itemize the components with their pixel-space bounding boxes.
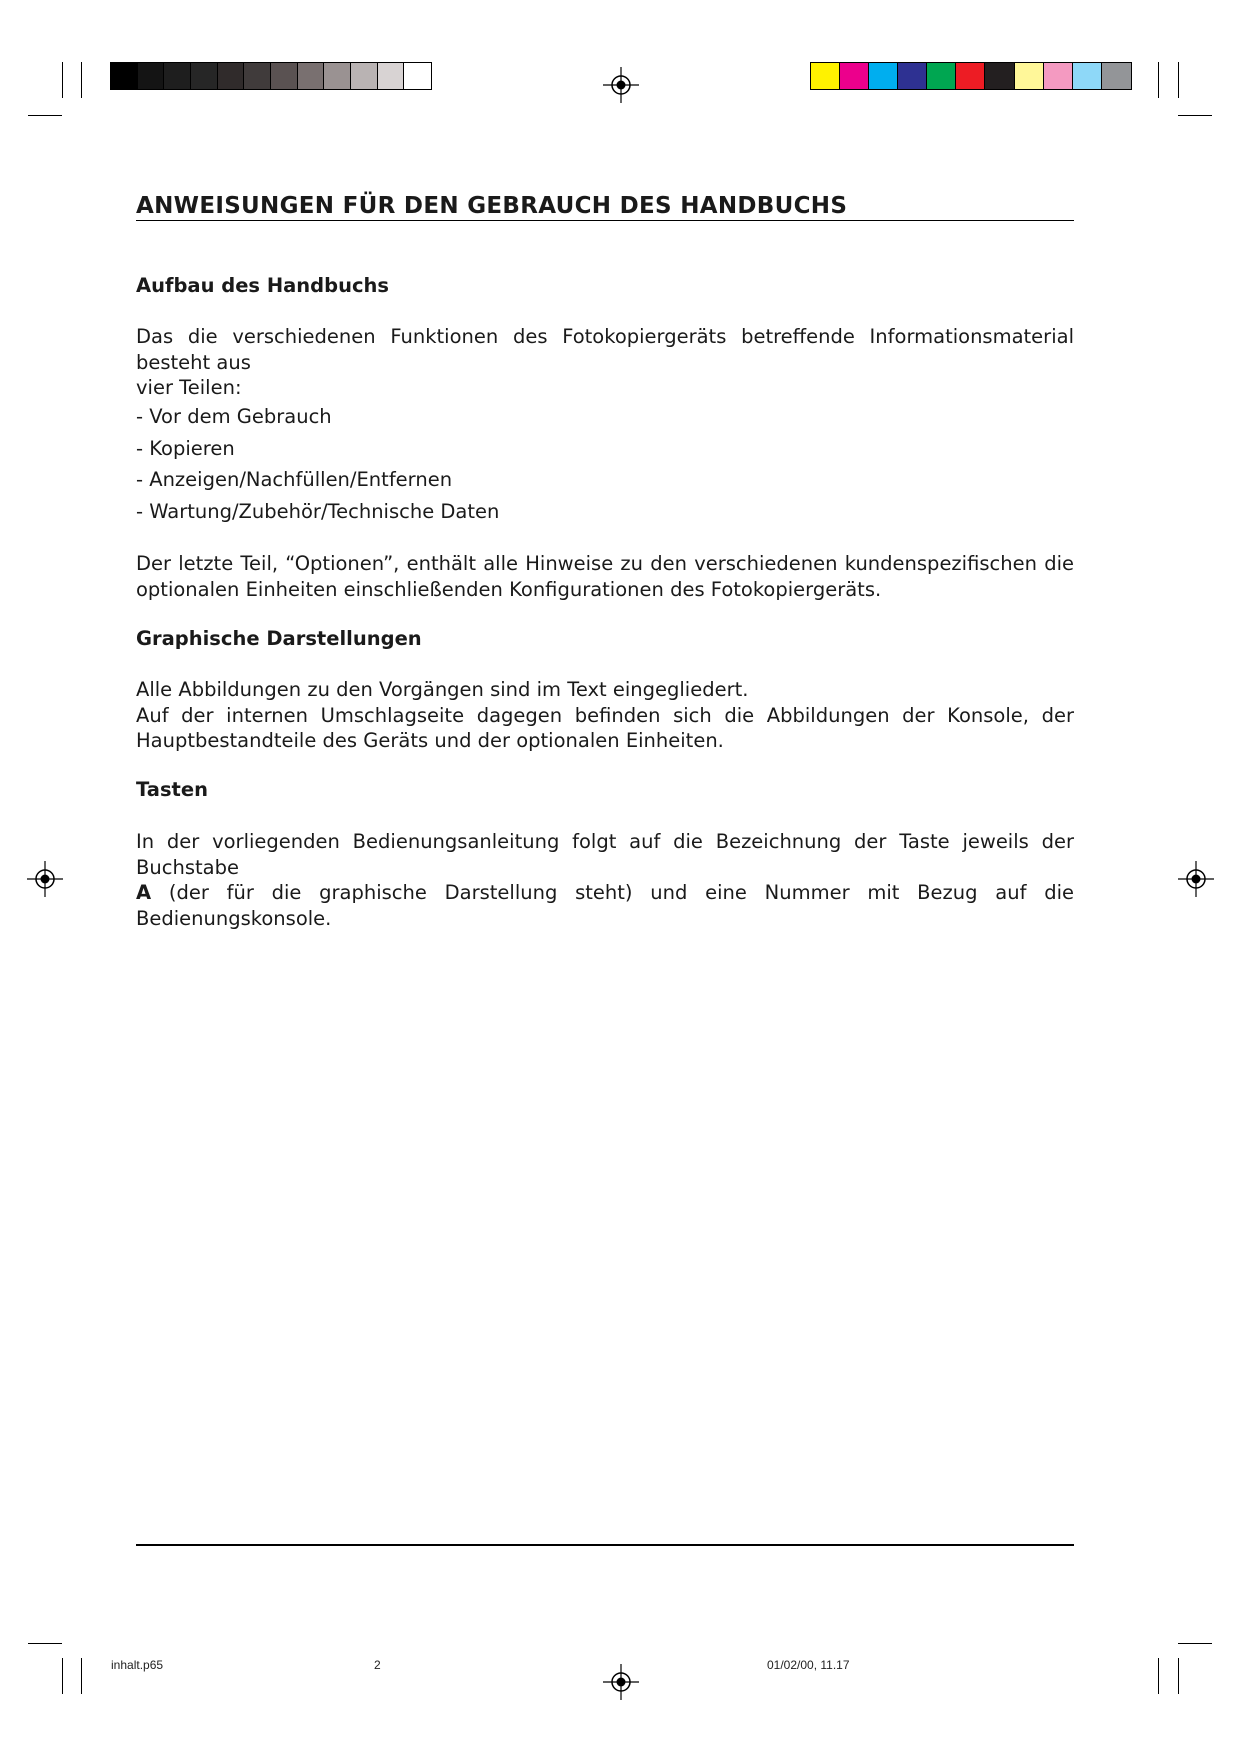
color-swatch <box>378 63 405 89</box>
text-line: vier Teilen: <box>136 376 242 399</box>
text-line: Der letzte Teil, “Optionen”, enthält alle Hinweise zu den verschiedenen kundenspezifischen die <box>136 552 1074 575</box>
crop-mark <box>81 62 82 98</box>
color-swatch <box>869 63 898 89</box>
color-swatch <box>811 63 840 89</box>
color-swatch <box>1015 63 1044 89</box>
crop-mark <box>28 1643 62 1644</box>
list-item: - Anzeigen/Nachfüllen/Entfernen <box>136 468 453 491</box>
crop-mark <box>62 1658 63 1694</box>
text-line: Auf der internen Umschlagseite dagegen befinden sich die Abbildungen der Konsole, der <box>136 703 1074 727</box>
color-swatch <box>271 63 298 89</box>
color-swatch <box>1044 63 1073 89</box>
section-heading: Tasten <box>136 778 208 801</box>
color-swatch <box>985 63 1014 89</box>
color-swatch <box>956 63 985 89</box>
crop-mark <box>1158 1658 1159 1694</box>
crop-mark <box>81 1658 82 1694</box>
text-line <box>136 880 1074 931</box>
color-swatch <box>1073 63 1102 89</box>
slug-timestamp: 01/02/00, 11.17 <box>767 1658 850 1672</box>
color-swatch <box>138 63 165 89</box>
crop-mark <box>1178 1643 1212 1644</box>
crop-mark <box>1158 62 1159 98</box>
text-line: In der vorliegenden Bedienungsanleitung folgt auf die Bezeichnung der Taste jeweils der Buchstabe <box>136 830 1074 879</box>
section-heading: Aufbau des Handbuchs <box>136 274 390 297</box>
color-swatch <box>298 63 325 89</box>
footer-rule <box>136 1544 1074 1546</box>
color-swatch <box>351 63 378 89</box>
registration-target-icon <box>601 1662 641 1702</box>
text-line: Hauptbestandteile des Geräts und der optionalen Einheiten. <box>136 729 724 752</box>
crop-mark <box>28 115 62 116</box>
list-item: - Vor dem Gebrauch <box>136 405 332 428</box>
paragraph <box>136 551 1074 602</box>
registration-target-icon <box>1176 859 1216 899</box>
paragraph <box>136 324 1074 401</box>
crop-mark <box>1178 1658 1179 1694</box>
list-item: - Wartung/Zubehör/Technische Daten <box>136 499 500 523</box>
section-heading: Graphische Darstellungen <box>136 627 422 650</box>
page-title: ANWEISUNGEN FÜR DEN GEBRAUCH DES HANDBUCHS <box>136 192 1074 221</box>
color-swatch <box>324 63 351 89</box>
key-letter: A <box>136 881 152 904</box>
color-swatch <box>840 63 869 89</box>
registration-target-icon <box>25 859 65 899</box>
text-line: Das die verschiedenen Funktionen des Fotokopiergeräts betreffende Informationsmaterial besteht aus <box>136 325 1074 374</box>
color-swatch <box>218 63 245 89</box>
color-swatch <box>1102 63 1131 89</box>
list-item: - Kopieren <box>136 436 235 460</box>
color-swatch <box>927 63 956 89</box>
registration-target-icon <box>601 65 641 105</box>
color-swatch <box>244 63 271 89</box>
color-swatch <box>898 63 927 89</box>
text-line: Alle Abbildungen zu den Vorgängen sind im Text eingegliedert. <box>136 678 749 701</box>
grayscale-color-bar <box>110 62 432 90</box>
text-run: (der für die graphische Darstellung steht) und eine Nummer mit Bezug auf die Bedienungskonsole. <box>136 881 1074 930</box>
slug-page-number: 2 <box>374 1658 381 1672</box>
crop-mark <box>62 62 63 98</box>
process-color-bar <box>810 62 1132 90</box>
paragraph <box>136 677 1074 754</box>
color-swatch <box>404 63 431 89</box>
text-line: optionalen Einheiten einschließenden Konfigurationen des Fotokopiergeräts. <box>136 577 882 601</box>
paragraph <box>136 829 1074 931</box>
color-swatch <box>191 63 218 89</box>
crop-mark <box>1178 62 1179 98</box>
crop-mark <box>1178 115 1212 116</box>
section-list <box>136 401 499 527</box>
color-swatch <box>164 63 191 89</box>
color-swatch <box>111 63 138 89</box>
slug-filename: inhalt.p65 <box>111 1658 164 1672</box>
